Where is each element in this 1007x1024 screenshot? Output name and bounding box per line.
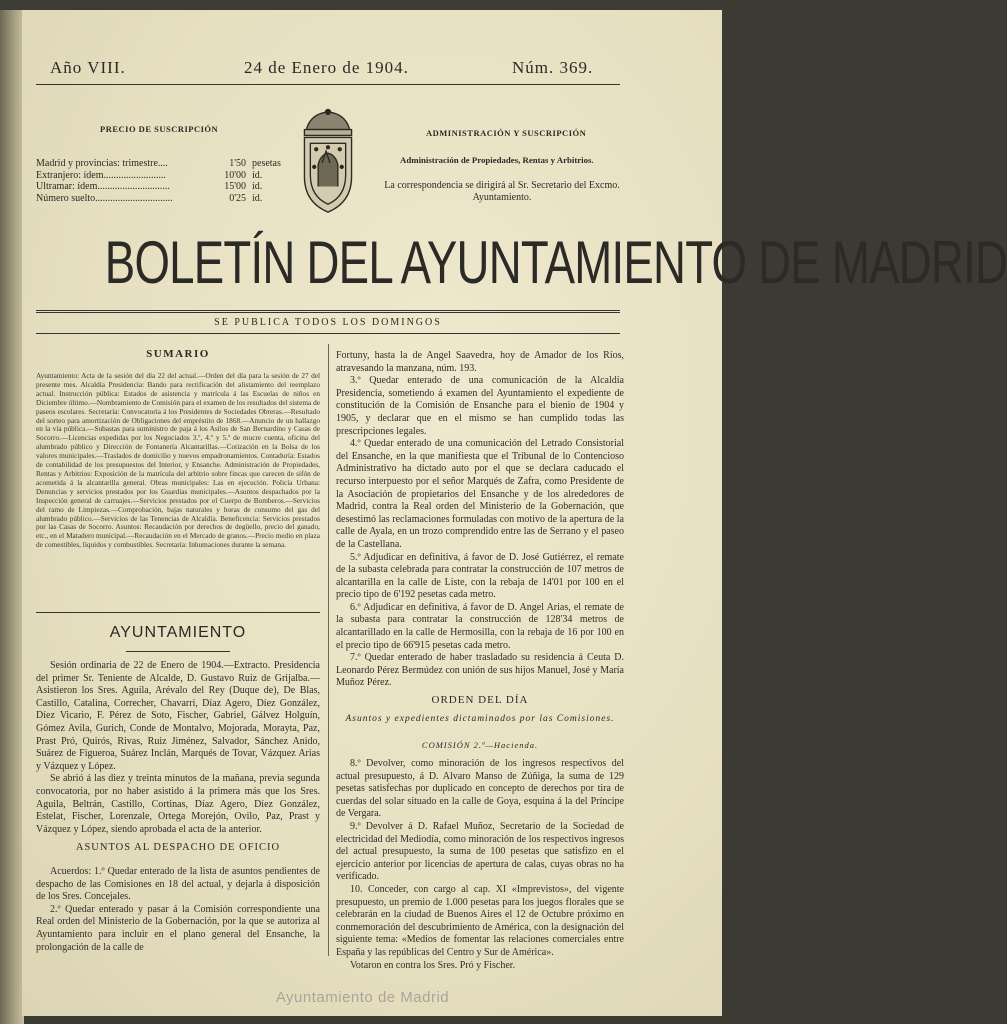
column-divider [328, 344, 329, 956]
book-spine [0, 0, 24, 1024]
subscription-table [36, 158, 306, 204]
subscription-row: Madrid y provincias: trimestre.... 1'50 pesetas [36, 158, 281, 169]
year-label: Año VIII. [50, 58, 126, 77]
summary-heading: SUMARIO [146, 348, 210, 360]
subscription-heading: PRECIO DE SUSCRIPCIÓN [100, 124, 219, 134]
title-rule-bottom [36, 333, 620, 334]
right-column-orden: 8.º Devolver, como minoración de los ingresos respectivos del actual presupuesto, á D. Alvaro Manso de Zúñiga, la suma de 129 pesetas satisfechas por duplicado en concepto de derechos por tira de cuerdas del solar situado en la calle de Goya, esquina á la del Príncipe de Vergara. 9.º Devolver á D. Rafael Muñoz, Secretario de la Sociedad de electricidad del Mediodía, como minoración de los respectivos ingresos del actual presupuesto, la suma de 100 pesetas que satisfizo en el ejercicio anterior por licencias de apertura de calas, cuyas obras no ha verificado. 10. Conceder, con cargo al cap. XI «Imprevistos», del vigente presupuesto, un premio de 1.000 pesetas para los juegos florales que se celebrarán en la ciudad de Buenos Aires el 12 de Octubre próximo en conmemoración del descubrimiento de América, con la designación del siguiente tema: «Medios de fomentar las relaciones comerciales entre España y las repúblicas del Centro y Sur de América». Votaron en contra los Sres. Pró y Fischer. [336, 758, 624, 971]
publication-frequency: SE PUBLICA TODOS LOS DOMINGOS [214, 317, 442, 328]
asuntos-heading: ASUNTOS AL DESPACHO DE OFICIO [75, 842, 281, 853]
orden-del-dia-subheading: Asuntos y expedientes dictaminados por las Comisiones. [345, 714, 615, 724]
right-column-acuerdos: Fortuny, hasta la de Angel Saavedra, hoy de Amador de los Ríos, atravesando la manzana, núm. 193. 3.º Quedar enterado de una comunicación de la Alcaldía Presidencia, sometiendo á examen del Ayuntamiento el expediente de constitución de la Comisión de Ensanche para el bienio de 1904 y 1905, y declarar que en el mismo se han cumplido todas las prescripciones legales. 4.º Quedar enterado de una comunicación del Letrado Consistorial del Ensanche, en la que manifiesta que el Tribunal de lo Contencioso Administrativo ha dictado auto por el que se declara caducado el recurso interpuesto por el señor Marqués de Zafra, como Presidente de la Asociación de propietarios del Ensanche y de los alrededores de Madrid, contra la Real orden del Ministerio de la Gobernación, que desestimó las reclamaciones formuladas con motivo de la apertura de la calle de Ayala, en un trozo comprendido entre las de Serrano y el paseo de la Castellana. 5.º Adjudicar en definitiva, á favor de D. José Gutiérrez, el remate de la subasta celebrada para contratar la construcción de 107 metros de alcantarilla en la calle de Liste, con la rebaja de 14'01 por 100 en el precio tipo de 6'192 pesetas cada metro. 6.º Adjudicar en definitiva, á favor de D. Angel Arias, el remate de la subasta para contratar la construcción de 128'34 metros de alcantarillado en la calle de Hermosilla, con la rebaja de 16 por 100 en el precio tipo de 66'915 pesetas cada metro. 7.º Quedar enterado de haber trasladado su residencia á Ceuta D. Leonardo Pérez Bermúdez con unión de sus hijos Manuel, José y María Muñoz Pérez. [336, 350, 624, 689]
title-rule-top [36, 310, 620, 313]
summary-text: Ayuntamiento: Acta de la sesión del día 22 del actual.—Orden del día para la sesión de 27 del presente mes. Alcaldía Presidencia: Bando para rectificación del alistamiento del reemplazo actual. Instrucción pública: Estados de asistencia y matrícula á las Escuelas de niños en Diciembre último.—Nombramiento de Comisión para el examen de los resultados del sistema de paseos escolares. Secretaría: Convocatoria á los Presidentes de Sociedades Obreras.—Resultado del sorteo para amortización de Obligaciones del empréstito de 1868.—Anuncio de un hallazgo en la vía pública.—Subastas para suministro de paja á los Asilos de San Bernardino y Casas de Socorro.—Licencias expedidas por los Negociados 3.º, 4.º y 5.º de mucre cuenta, oficina del alumbrado público y Dirección de Fontanería Alcantarillas.—Cotización en la Bolsa de los valores municipales.—Traslados de domicilio y nuevos empadronamientos. Contaduría: Estados de contabilidad de los presupuestos del Interior, y Ensanche. Administración de Propiedades, Rentas y Arbitrios: Exposición de la matrícula del arbitrio sobre fincas que carecen de sifón de acometida á la alcantarilla general. Obras municipales: Las en ejecución. Policía Urbana: Denuncias y servicios prestados por los Guardias municipales.—Asuntos despachados por la Inspección general de carruajes.—Servicios prestados por el Cuerpo de Bomberos.—Servicios del ramo de Limpiezas.—Comprobación, bajas naturales y horas de consumo del gas del alumbrado público.—Servicios de las Tenencias de Alcaldía. Beneficencia: Servicios prestados por las Casas de Socorro. Asuntos: Recaudación por derechos de degüello, precio del ganado, etc., en el Matadero municipal.—Recaudación en el Mercado de granos.—Precio medio en plaza de comestibles, líquidos y combustibles. Secretaría: Inhumaciones durante la semana. [36, 371, 320, 550]
issue-number: Núm. 369. [512, 58, 594, 77]
administration-note: La correspondencia se dirigirá al Sr. Secretario del Excmo. Ayuntamiento. [384, 180, 620, 203]
administration-heading: ADMINISTRACIÓN Y SUSCRIPCIÓN [426, 128, 587, 138]
newspaper-page [22, 10, 1007, 1016]
comision-heading: COMISIÓN 2.ª—Hacienda. [421, 740, 539, 750]
asuntos-text: Acuerdos: 1.º Quedar enterado de la lista de asuntos pendientes de despacho de las Comisiones en 18 del actual, y dejarla á disposición de los Sres. Concejales. 2.º Quedar enterado y pasar á la Comisión correspondiente una Real orden del Ministerio de la Gobernación, por la que se autoriza al Ayuntamiento para incluir en el plano general del Ensanche, la prolongación de la calle de [36, 866, 320, 953]
masthead-rule [36, 84, 620, 85]
scan-border [0, 0, 725, 10]
page-title: BOLETÍN DEL AYUNTAMIENTO DE MADRID [104, 229, 1007, 296]
watermark: Ayuntamiento de Madrid [275, 989, 450, 1006]
subscription-row: Extranjero: ídem......................... 10'00 íd. [36, 169, 263, 181]
issue-date: 24 de Enero de 1904. [244, 58, 409, 77]
orden-del-dia-heading: ORDEN DEL DÍA [431, 694, 529, 706]
subscription-row: Número suelto............................... 0'25 íd. [36, 192, 263, 204]
session-minutes: Sesión ordinaria de 22 de Enero de 1904.—Extracto. Presidencia del primer Sr. Teniente de Alcalde, D. Gustavo Ruiz de Grijalba.—Asistieron los Sres. Aguila, Arévalo del Rey (Duque de), De Blas, Castillo, Catalina, Correcher, Chavarri, Díaz Agero, Díez González, Díez Vicario, F. Pérez de Soto, Fischer, Gabriel, Gálvez Holguín, Gómez Avila, Gurich, Conde de Montalvo, Mojorada, Moraytа, Paz, Prast Pró, Quirós, Rivas, Ruiz Jiménez, Salvador, Sánchez Anido, Suárez de Figueroa, Suárez Inclán, Marqués de Tovar, Vázquez Arias y Vázquez y López. Se abrió á las diez y treinta minutos de la mañana, previa segunda convocatoria, por no haber asistido á la primera más que los Sres. Aguila, Beltrán, Castillo, Cortinas, Díaz Agero, Díez González, Estelat, Fischer, Lorenzale, Ortega Morejón, Ovilo, Paz, Prast y Vázquez y López, siendo aprobada el acta de la anterior. [36, 660, 320, 835]
subscription-row: Ultramar: ídem............................. 15'00 íd. [36, 181, 263, 192]
section-underline [126, 651, 230, 652]
section-rule [36, 612, 320, 613]
madrid-coat-of-arms-icon [296, 108, 360, 216]
section-heading-ayuntamiento: AYUNTAMIENTO [109, 624, 247, 641]
administration-office: Administración de Propiedades, Rentas y Arbitrios. [400, 155, 594, 165]
